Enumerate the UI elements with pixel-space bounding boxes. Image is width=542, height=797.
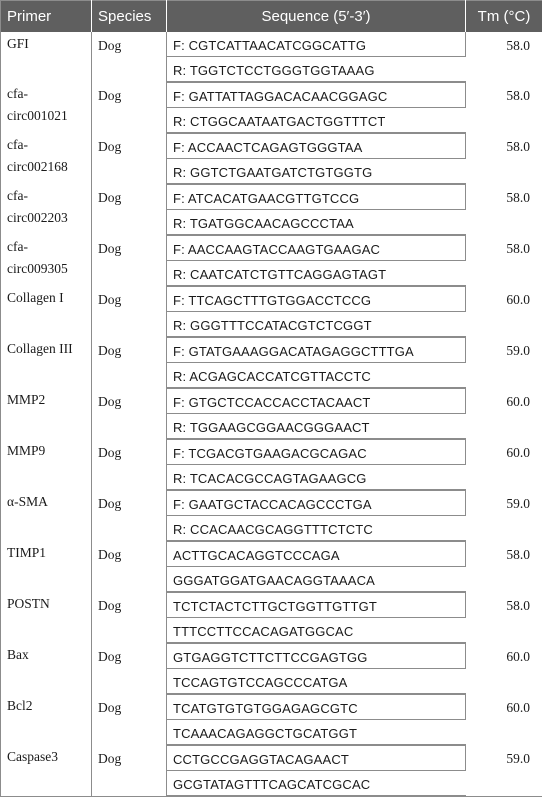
reverse-sequence-cell: TCCAGTGTCCAGCCCATGA (167, 669, 466, 695)
tm-cell: 58.0 (466, 235, 542, 286)
header-sequence: Sequence (5′-3′) (167, 1, 466, 33)
forward-sequence-cell: F: AACCAAGTACCAAGTGAAGAC (167, 235, 466, 261)
reverse-sequence-cell: R: CCACAACGCAGGTTTCTCTC (167, 516, 466, 542)
primer-cell: Bax (1, 643, 92, 694)
primer-cell: Collagen III (1, 337, 92, 388)
reverse-sequence-cell: R: GGGTTTCCATACGTCTCGGT (167, 312, 466, 338)
tm-cell: 60.0 (466, 694, 542, 745)
species-cell: Dog (92, 694, 167, 745)
table-row (1, 184, 542, 210)
primer-cell: TIMP1 (1, 541, 92, 592)
reverse-sequence-cell: TCAAACAGAGGCTGCATGGT (167, 720, 466, 746)
species-cell: Dog (92, 32, 167, 82)
species-cell: Dog (92, 184, 167, 235)
header-tm: Tm (°C) (466, 1, 542, 33)
reverse-sequence-cell: TTTCCTTCCACAGATGGCAC (167, 618, 466, 644)
species-cell: Dog (92, 286, 167, 337)
table-row (1, 388, 542, 414)
tm-cell: 58.0 (466, 82, 542, 133)
table-row (1, 541, 542, 567)
forward-sequence-cell: ACTTGCACAGGTCCCAGA (167, 541, 466, 567)
forward-sequence-cell: F: GATTATTAGGACACAACGGAGC (167, 82, 466, 108)
tm-cell: 58.0 (466, 32, 542, 82)
table-row (1, 745, 542, 771)
table-row (1, 490, 542, 516)
species-cell: Dog (92, 541, 167, 592)
species-cell: Dog (92, 388, 167, 439)
table-row (1, 32, 542, 57)
primer-cell: α-SMA (1, 490, 92, 541)
table-row (1, 643, 542, 669)
primer-cell: MMP9 (1, 439, 92, 490)
primer-cell: cfa-circ002168 (1, 133, 92, 184)
table-body (1, 32, 542, 796)
reverse-sequence-cell: R: GGTCTGAATGATCTGTGGTG (167, 159, 466, 185)
primer-cell: Collagen I (1, 286, 92, 337)
table-row (1, 82, 542, 108)
tm-cell: 58.0 (466, 133, 542, 184)
primer-cell: cfa-circ009305 (1, 235, 92, 286)
table-row (1, 694, 542, 720)
forward-sequence-cell: F: GTGCTCCACCACCTACAACT (167, 388, 466, 414)
header-row (1, 1, 542, 33)
forward-sequence-cell: F: TTCAGCTTTGTGGACCTCCG (167, 286, 466, 312)
reverse-sequence-cell: R: TGGTCTCCTGGGTGGTAAAG (167, 57, 466, 83)
primer-cell: cfa-circ001021 (1, 82, 92, 133)
header-primer: Primer (1, 1, 92, 33)
reverse-sequence-cell: R: TGGAAGCGGAACGGGAACT (167, 414, 466, 440)
table-row (1, 286, 542, 312)
species-cell: Dog (92, 592, 167, 643)
tm-cell: 60.0 (466, 388, 542, 439)
species-cell: Dog (92, 235, 167, 286)
table-row (1, 439, 542, 465)
primer-cell: MMP2 (1, 388, 92, 439)
primer-cell: cfa-circ002203 (1, 184, 92, 235)
forward-sequence-cell: TCTCTACTCTTGCTGGTTGTTGT (167, 592, 466, 618)
forward-sequence-cell: GTGAGGTCTTCTTCCGAGTGG (167, 643, 466, 669)
header-species: Species (92, 1, 167, 33)
reverse-sequence-cell: R: ACGAGCACCATCGTTACCTC (167, 363, 466, 389)
reverse-sequence-cell: GCGTATAGTTTCAGCATCGCAC (167, 771, 466, 797)
forward-sequence-cell: CCTGCCGAGGTACAGAACT (167, 745, 466, 771)
table-row (1, 133, 542, 159)
species-cell: Dog (92, 82, 167, 133)
primer-cell: Caspase3 (1, 745, 92, 796)
reverse-sequence-cell: R: CTGGCAATAATGACTGGTTTCT (167, 108, 466, 134)
tm-cell: 58.0 (466, 592, 542, 643)
species-cell: Dog (92, 490, 167, 541)
tm-cell: 59.0 (466, 337, 542, 388)
table-row (1, 592, 542, 618)
table-row (1, 337, 542, 363)
tm-cell: 58.0 (466, 541, 542, 592)
table-row (1, 235, 542, 261)
forward-sequence-cell: F: GAATGCTACCACAGCCCTGA (167, 490, 466, 516)
tm-cell: 60.0 (466, 286, 542, 337)
species-cell: Dog (92, 133, 167, 184)
forward-sequence-cell: F: GTATGAAAGGACATAGAGGCTTTGA (167, 337, 466, 363)
reverse-sequence-cell: R: CAATCATCTGTTCAGGAGTAGT (167, 261, 466, 287)
forward-sequence-cell: F: ACCAACTCAGAGTGGGTAA (167, 133, 466, 159)
table-header (1, 1, 542, 33)
species-cell: Dog (92, 643, 167, 694)
reverse-sequence-cell: R: TGATGGCAACAGCCCTAA (167, 210, 466, 236)
tm-cell: 60.0 (466, 643, 542, 694)
tm-cell: 60.0 (466, 439, 542, 490)
species-cell: Dog (92, 439, 167, 490)
forward-sequence-cell: TCATGTGTGTGGAGAGCGTC (167, 694, 466, 720)
tm-cell: 59.0 (466, 745, 542, 796)
reverse-sequence-cell: GGGATGGATGAACAGGTAAACA (167, 567, 466, 593)
tm-cell: 59.0 (466, 490, 542, 541)
reverse-sequence-cell: R: TCACACGCCAGTAGAAGCG (167, 465, 466, 491)
forward-sequence-cell: F: ATCACATGAACGTTGTCCG (167, 184, 466, 210)
forward-sequence-cell: F: TCGACGTGAAGACGCAGAC (167, 439, 466, 465)
primer-cell: POSTN (1, 592, 92, 643)
species-cell: Dog (92, 745, 167, 796)
tm-cell: 58.0 (466, 184, 542, 235)
primer-cell: Bcl2 (1, 694, 92, 745)
primer-cell: GFI (1, 32, 92, 82)
species-cell: Dog (92, 337, 167, 388)
forward-sequence-cell: F: CGTCATTAACATCGGCATTG (167, 32, 466, 57)
